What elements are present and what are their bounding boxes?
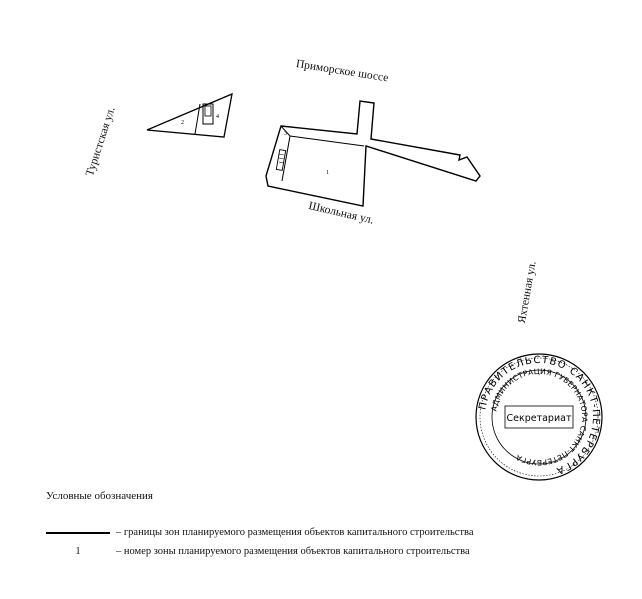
seal-inner-text: АДМИНИСТРАЦИЯ ГУБЕРНАТОРА САНКТ-ПЕТЕРБУРГА (489, 366, 590, 468)
street-label-turistskaya: Туристская ул. (84, 105, 118, 178)
seal-center-text: Секретариат (506, 413, 572, 424)
zone-1-number: 1 (326, 170, 329, 176)
seal-outer-text: ПРАВИТЕЛЬСТВО САНКТ-ПЕТЕРБУРГА (477, 354, 602, 477)
legend-number-text: – номер зоны планируемого размещения объектов капитального строительства (116, 546, 470, 557)
legend-row-boundary (46, 527, 473, 538)
zone-3-number: 3 (284, 131, 287, 137)
zone-2-building (203, 104, 213, 124)
legend-boundary-line (46, 532, 110, 534)
legend-row-number (46, 546, 470, 557)
street-label-shkolnaya: Школьная ул. (307, 200, 375, 227)
zone-2-number: 2 (181, 120, 184, 126)
zone-4-number: 4 (216, 114, 219, 120)
street-label-primorskoe: Приморское шоссе (295, 58, 390, 85)
street-label-yakhtennaya: Яхтенная ул. (516, 260, 539, 325)
official-seal (474, 352, 604, 482)
legend-boundary-text: – границы зон планируемого размещения объектов капитального строительства (116, 527, 474, 538)
zone-2-boundary (147, 94, 232, 137)
zone-1-boundary (266, 101, 480, 206)
legend-number-symbol: 1 (75, 546, 81, 557)
legend-title: Условные обозначения (46, 490, 153, 502)
